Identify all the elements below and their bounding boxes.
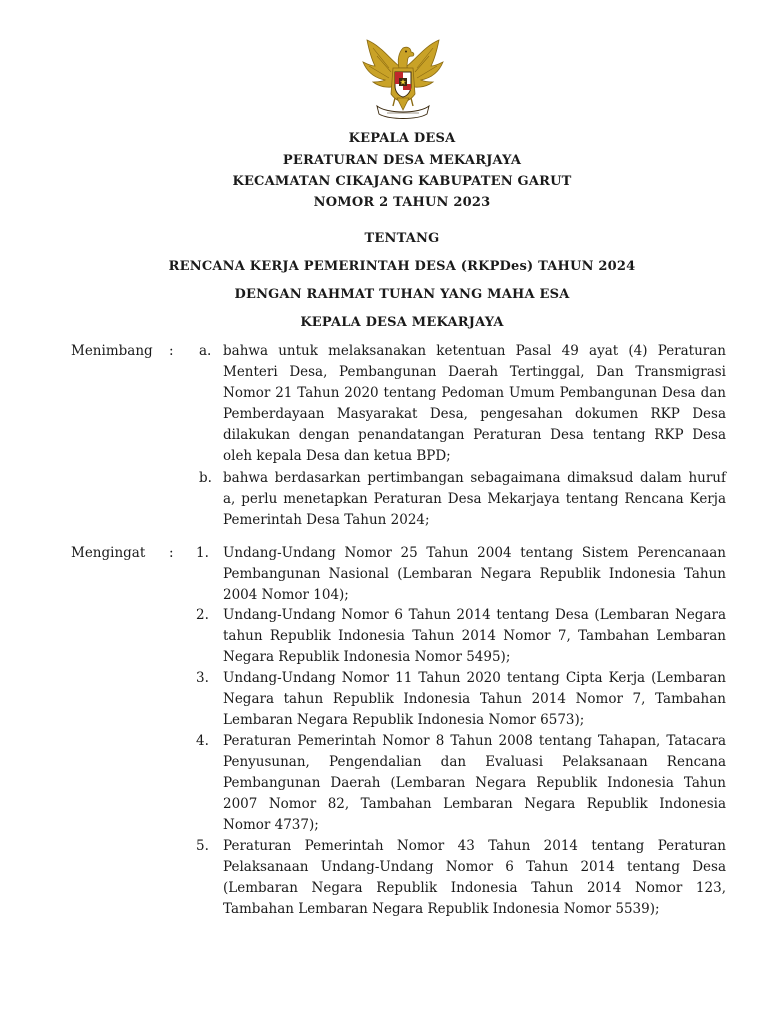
mengingat-label: Mengingat	[71, 545, 146, 561]
mengingat-item-marker: 5.	[196, 838, 209, 854]
header-official: KEPALA DESA MEKARJAYA	[300, 315, 504, 330]
menimbang-colon: :	[169, 343, 174, 359]
header-tentang: TENTANG	[364, 231, 440, 246]
header-subject: RENCANA KERJA PEMERINTAH DESA (RKPDes) TAHUN 2024	[168, 259, 636, 274]
mengingat-item-text: Peraturan Pemerintah Nomor 8 Tahun 2008 tentang Tahapan, Tatacara Penyusunan, Pengendalian dan Evaluasi Pelaksanaan Rencana Pembangunan Daerah (Lembaran Negara Republik Indonesia Tahun 2007 Nomor 82, Tambahan Lembaran Negara Republik Indonesia Nomor 4737);	[223, 733, 726, 833]
mengingat-item-marker: 1.	[196, 545, 209, 561]
header-blessing: DENGAN RAHMAT TUHAN YANG MAHA ESA	[234, 287, 570, 302]
mengingat-item-marker: 4.	[196, 733, 209, 749]
mengingat-item-text: Peraturan Pemerintah Nomor 43 Tahun 2014 tentang Peraturan Pelaksanaan Undang-Undang Nomor 6 Tahun 2014 tentang Desa (Lembaran Negara Republik Indonesia Tahun 2014 Nomor 123, Tambahan Lembaran Negara Republik Indonesia Nomor 5539);	[223, 838, 726, 917]
mengingat-colon: :	[169, 545, 174, 561]
menimbang-item-text: bahwa untuk melaksanakan ketentuan Pasal 49 ayat (4) Peraturan Menteri Desa, Pembangunan Daerah Tertinggal, Dan Transmigrasi Nomor 21 Tahun 2020 tentang Pedoman Umum Pembangunan Desa dan Pemberdayaan Masyarakat Desa, pengesahan dokumen RKP Desa dilakukan dengan penandatangan Peraturan Desa tentang RKP Desa oleh kepala Desa dan ketua BPD;	[223, 343, 726, 464]
mengingat-item-text: Undang-Undang Nomor 25 Tahun 2004 tentang Sistem Perencanaan Pembangunan Nasional (Lembaran Negara Republik Indonesia Tahun 2004 Nomor 104);	[223, 545, 726, 603]
menimbang-label: Menimbang	[71, 343, 153, 359]
mengingat-item-text: Undang-Undang Nomor 11 Tahun 2020 tentang Cipta Kerja (Lembaran Negara tahun Republik Indonesia Tahun 2014 Nomor 7, Tambahan Lembaran Negara Republik Indonesia Nomor 6573);	[223, 670, 726, 728]
garuda-emblem-icon	[359, 36, 447, 122]
header-regulation-number: NOMOR 2 TAHUN 2023	[313, 195, 491, 210]
menimbang-item-text: bahwa berdasarkan pertimbangan sebagaimana dimaksud dalam huruf a, perlu menetapkan Peraturan Desa Mekarjaya tentang Rencana Kerja Pemerintah Desa Tahun 2024;	[223, 470, 726, 528]
header-district: KECAMATAN CIKAJANG KABUPATEN GARUT	[232, 174, 572, 189]
menimbang-item-marker: b.	[199, 470, 212, 486]
mengingat-item-marker: 3.	[196, 670, 209, 686]
header-regulation-name: PERATURAN DESA MEKARJAYA	[282, 153, 522, 168]
header-title-kepala-desa: KEPALA DESA	[348, 131, 456, 146]
mengingat-item-text: Undang-Undang Nomor 6 Tahun 2014 tentang Desa (Lembaran Negara tahun Republik Indonesia Tahun 2014 Nomor 7, Tambahan Lembaran Negara Republik Indonesia Nomor 5495);	[223, 607, 726, 665]
mengingat-item-marker: 2.	[196, 607, 209, 623]
menimbang-item-marker: a.	[199, 343, 212, 359]
